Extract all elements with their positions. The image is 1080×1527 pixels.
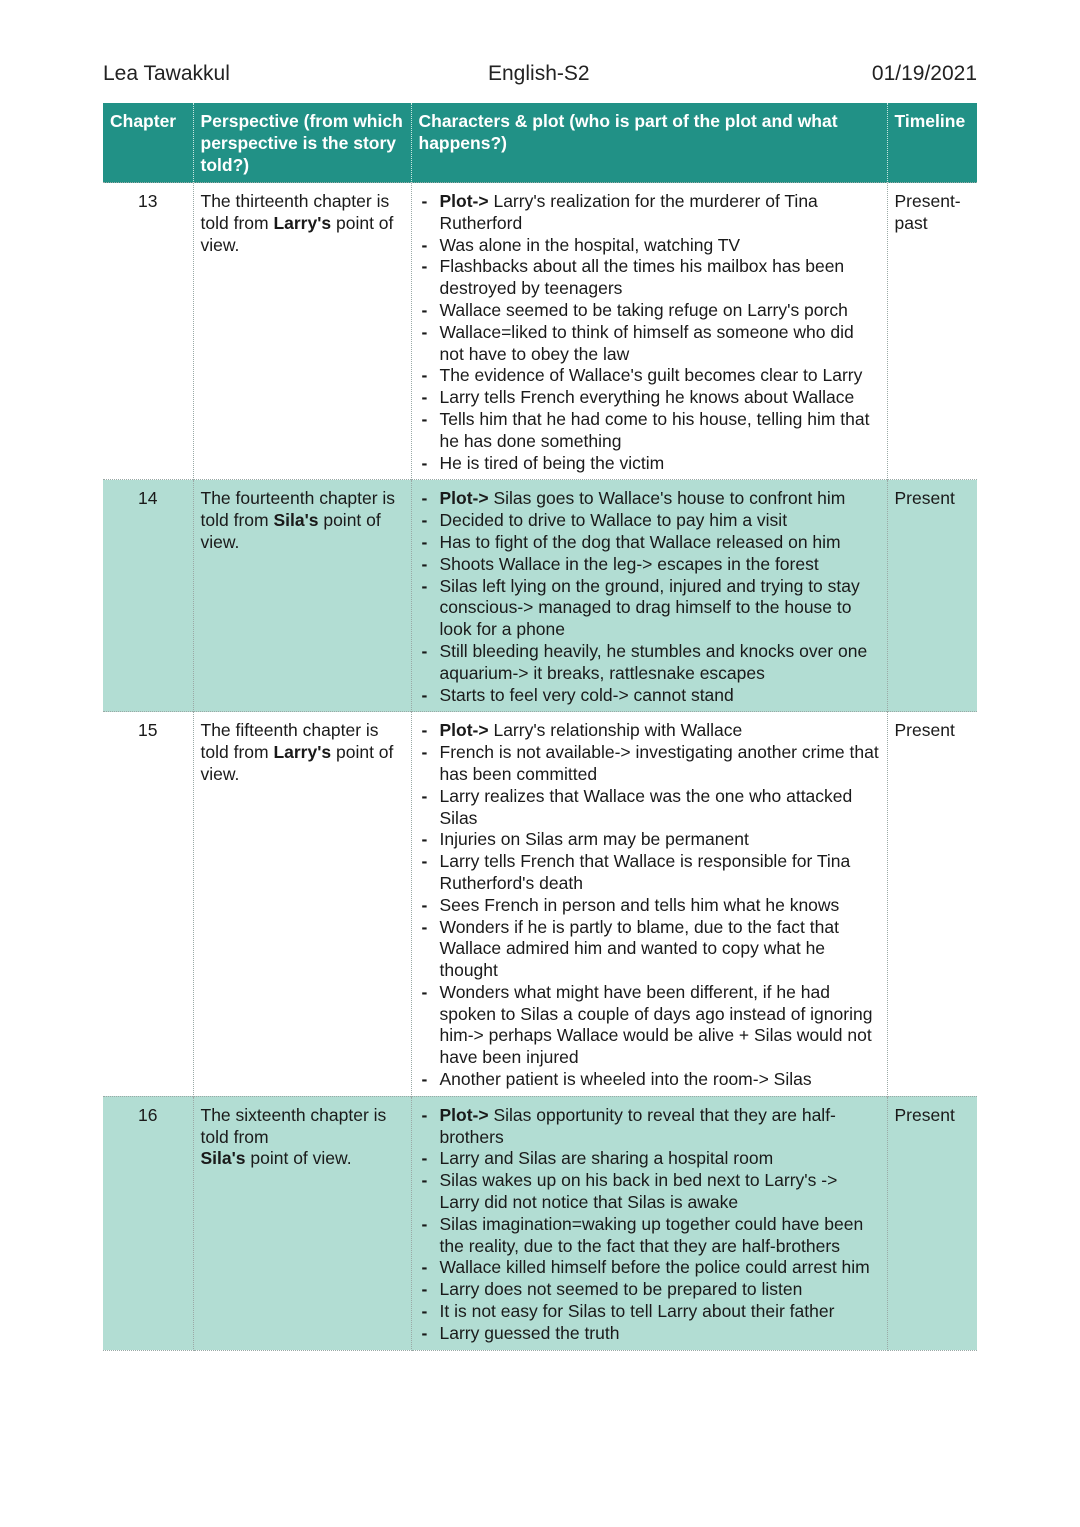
perspective-text: point of view. — [200, 742, 394, 784]
timeline-cell: Present- past — [887, 183, 977, 480]
chapter-number: 14 — [103, 480, 193, 712]
narrator-name: Sila's — [273, 510, 319, 531]
list-item — [419, 488, 880, 510]
column-header-plot: Characters & plot (who is part of the plot and what happens?) — [411, 103, 887, 183]
plot-summary: Silas opportunity to reveal that they are half-brothers — [439, 1104, 836, 1147]
list-item: - Wonders what might have been different, if he had spoken to Silas a couple of days ago instead of ignoring him-> perhaps Wallace would be alive + Silas would not have been injured — [419, 982, 880, 1069]
list-item — [419, 720, 880, 742]
table-row — [103, 480, 977, 712]
perspective-text: The fourteenth chapter is told from — [200, 488, 396, 531]
chapter-number: 13 — [103, 183, 193, 480]
plot-cell — [411, 1096, 887, 1350]
student-name: Lea Tawakkul — [103, 62, 230, 85]
date-label: 01/19/2021 — [871, 62, 977, 85]
list-item: - Larry does not seemed to be prepared to listen — [419, 1279, 880, 1301]
perspective-cell — [193, 183, 411, 480]
list-item: - Larry tells French everything he knows about Wallace — [419, 387, 880, 409]
list-item: - Tells him that he had come to his house, telling him that he has done something — [419, 409, 880, 453]
list-item: - Wallace=liked to think of himself as someone who did not have to obey the law — [419, 322, 880, 366]
list-item: - The evidence of Wallace's guilt becomes clear to Larry — [419, 365, 880, 387]
table-body — [103, 183, 977, 1351]
document-header — [103, 62, 977, 94]
subject-label: English-S2 — [488, 62, 590, 85]
perspective-text: point of view. — [200, 212, 394, 255]
perspective-cell — [193, 1096, 411, 1350]
perspective-cell — [193, 480, 411, 712]
perspective-text: The sixteenth chapter is told from — [200, 1104, 387, 1147]
list-item: - Silas imagination=waking up together could have been the reality, due to the fact that they are half-brothers — [419, 1214, 880, 1258]
perspective-text: point of view. — [200, 510, 381, 552]
timeline-cell: Present — [887, 712, 977, 1097]
list-item: - It is not easy for Silas to tell Larry about their father — [419, 1301, 880, 1323]
column-header-chapter: Chapter — [103, 103, 193, 183]
plot-list — [419, 1105, 880, 1345]
perspective-text: The thirteenth chapter is told from — [200, 191, 390, 233]
list-item: - Larry realizes that Wallace was the one who attacked Silas — [419, 786, 880, 830]
list-item: - Shoots Wallace in the leg-> escapes in the forest — [419, 554, 880, 576]
list-item: - Larry guessed the truth — [419, 1323, 880, 1345]
list-item: - Has to fight of the dog that Wallace released on him — [419, 532, 880, 554]
narrator-name: Larry's — [273, 212, 332, 233]
column-header-perspective: Perspective (from which perspective is the story told?) — [193, 103, 411, 183]
plot-cell — [411, 183, 887, 480]
plot-list — [419, 720, 880, 1091]
plot-summary: Larry's relationship with Wallace — [488, 720, 743, 741]
narrator-name: Larry's — [273, 742, 332, 763]
plot-label: Plot-> — [439, 1104, 489, 1125]
list-item: - Silas left lying on the ground, injured and trying to stay conscious-> managed to drag himself to the house to look for a phone — [419, 576, 880, 641]
table-header-row — [103, 103, 977, 183]
list-item: - Larry and Silas are sharing a hospital room — [419, 1148, 880, 1170]
plot-summary: Silas goes to Wallace's house to confront him — [488, 488, 846, 509]
list-item: - Injuries on Silas arm may be permanent — [419, 829, 880, 851]
list-item: - Larry tells French that Wallace is responsible for Tina Rutherford's death — [419, 851, 880, 895]
list-item: - Flashbacks about all the times his mailbox has been destroyed by teenagers — [419, 256, 880, 300]
list-item: - Sees French in person and tells him what he knows — [419, 895, 880, 917]
plot-summary: Larry's realization for the murderer of Tina Rutherford — [439, 191, 818, 233]
plot-list — [419, 488, 880, 706]
chapter-number: 15 — [103, 712, 193, 1097]
list-item: - Wallace killed himself before the police could arrest him — [419, 1257, 880, 1279]
timeline-cell: Present — [887, 480, 977, 712]
chapter-number: 16 — [103, 1096, 193, 1350]
list-item: - Still bleeding heavily, he stumbles and knocks over one aquarium-> it breaks, rattlesnake escapes — [419, 641, 880, 685]
plot-list — [419, 191, 880, 474]
list-item: - Wallace seemed to be taking refuge on Larry's porch — [419, 300, 880, 322]
list-item — [419, 191, 880, 235]
table-row — [103, 712, 977, 1097]
table-row — [103, 183, 977, 480]
table-row — [103, 1096, 977, 1350]
list-item: - Was alone in the hospital, watching TV — [419, 235, 880, 257]
column-header-timeline: Timeline — [887, 103, 977, 183]
plot-label: Plot-> — [439, 720, 489, 741]
list-item: - Wonders if he is partly to blame, due to the fact that Wallace admired him and wanted to copy what he thought — [419, 917, 880, 982]
perspective-cell — [193, 712, 411, 1097]
plot-cell — [411, 712, 887, 1097]
plot-cell — [411, 480, 887, 712]
list-item: - French is not available-> investigating another crime that has been committed — [419, 742, 880, 786]
timeline-cell: Present — [887, 1096, 977, 1350]
list-item: - Starts to feel very cold-> cannot stand — [419, 685, 880, 707]
list-item: - Decided to drive to Wallace to pay him a visit — [419, 510, 880, 532]
list-item: - Silas wakes up on his back in bed next to Larry's -> Larry did not notice that Silas is awake — [419, 1170, 880, 1214]
list-item: - Another patient is wheeled into the room-> Silas — [419, 1069, 880, 1091]
plot-label: Plot-> — [439, 488, 489, 509]
chapter-log-table — [103, 103, 977, 1351]
list-item: - He is tired of being the victim — [419, 453, 880, 475]
plot-label: Plot-> — [439, 191, 489, 211]
narrator-name: Sila's — [200, 1148, 246, 1169]
list-item — [419, 1105, 880, 1149]
perspective-text: point of view. — [245, 1148, 352, 1169]
perspective-text: The fifteenth chapter is told from — [200, 720, 379, 763]
